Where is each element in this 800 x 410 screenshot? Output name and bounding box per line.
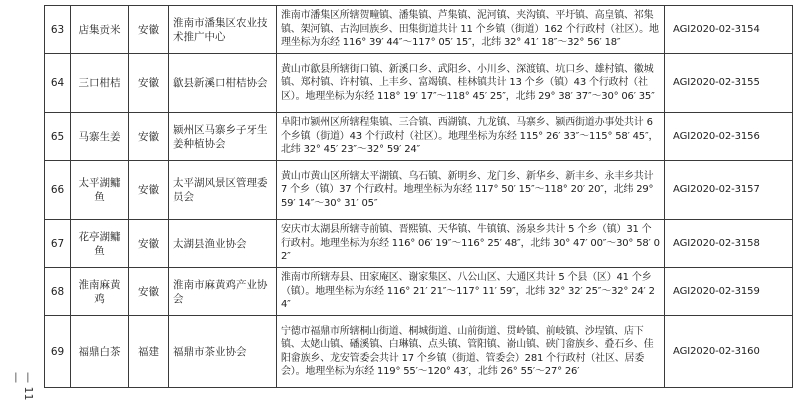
table-row [45, 6, 793, 54]
product-name-cell: 淮南麻黄鸡 [71, 268, 129, 316]
row-number-cell: 64 [45, 54, 71, 113]
row-number-cell: 68 [45, 268, 71, 316]
document-page [44, 5, 792, 388]
province-cell: 安徽 [129, 220, 169, 268]
table-row [45, 316, 793, 388]
protected-area-cell: 宁德市福鼎市所辖桐山街道、桐城街道、山前街道、贯岭镇、前岐镇、沙埕镇、店下镇、太姥山镇、磻溪镇、白琳镇、点头镇、管阳镇、嵛山镇、硖门畲族乡、叠石乡、佳阳畲族乡、龙安管委会共计 17 个乡镇（街道、管委会）281 个行政村（社区、居委会）。地理坐标为东经 119° 55′～120° 43′，北纬 26° 55′～27° 26′ [277, 316, 665, 388]
row-number-cell: 65 [45, 113, 71, 161]
table-row [45, 113, 793, 161]
page-number: — 11 — [10, 372, 35, 401]
table-row [45, 161, 793, 220]
province-cell: 安徽 [129, 113, 169, 161]
applicant-org-cell: 太平湖风景区管理委员会 [169, 161, 277, 220]
product-name-cell: 太平湖鳙鱼 [71, 161, 129, 220]
protected-area-cell: 淮南市潘集区所辖贺疃镇、潘集镇、芦集镇、泥河镇、夹沟镇、平圩镇、高皇镇、祁集镇、架河镇、古沟回族乡、田集街道共计 11 个乡镇（街道）162 个行政村（社区）。地理坐标为东经 116° 39′ 44″～117° 05′ 15″，北纬 32° 41′ 18″～32° 56′ 18″ [277, 6, 665, 54]
protected-area-cell: 黄山市黄山区所辖太平湖镇、乌石镇、新明乡、龙门乡、新华乡、新丰乡、永丰乡共计 7 个乡（镇）37 个行政村。地理坐标为东经 117° 50′ 15″～118° 20′ 20″，北纬 29° 59′ 14″～30° 31′ 05″ [277, 161, 665, 220]
table-row [45, 268, 793, 316]
row-number-cell: 66 [45, 161, 71, 220]
registration-code-cell: AGI2020-02-3160 [665, 316, 793, 388]
row-number-cell: 69 [45, 316, 71, 388]
registration-code-cell: AGI2020-02-3156 [665, 113, 793, 161]
table-body [45, 6, 793, 388]
applicant-org-cell: 淮南市潘集区农业技术推广中心 [169, 6, 277, 54]
product-name-cell: 马寨生姜 [71, 113, 129, 161]
product-name-cell: 店集贡米 [71, 6, 129, 54]
protected-area-cell: 阜阳市颍州区所辖程集镇、三合镇、西湖镇、九龙镇、马寨乡、颍西街道办事处共计 6 个乡镇（街道）43 个行政村（社区）。地理坐标为东经 115° 26′ 33″～115° 58′ 45″，北纬 32° 45′ 23″～32° 59′ 24″ [277, 113, 665, 161]
registration-code-cell: AGI2020-02-3154 [665, 6, 793, 54]
table-row [45, 54, 793, 113]
province-cell: 安徽 [129, 161, 169, 220]
applicant-org-cell: 福鼎市茶业协会 [169, 316, 277, 388]
province-cell: 福建 [129, 316, 169, 388]
protected-area-cell: 淮南市所辖寿县、田家庵区、谢家集区、八公山区、大通区共计 5 个县（区）41 个乡（镇）。地理坐标为东经 116° 21′ 21″～117° 11′ 59″，北纬 32° 32′ 25″～32° 24′ 24″ [277, 268, 665, 316]
registration-code-cell: AGI2020-02-3159 [665, 268, 793, 316]
registration-code-cell: AGI2020-02-3155 [665, 54, 793, 113]
table-row [45, 220, 793, 268]
product-name-cell: 三口柑桔 [71, 54, 129, 113]
province-cell: 安徽 [129, 6, 169, 54]
protected-area-cell: 黄山市歙县所辖街口镇、新溪口乡、武阳乡、小川乡、深渡镇、坑口乡、雄村镇、徽城镇、郑村镇、许村镇、上丰乡、富竭镇、桂林镇共计 13 个乡（镇）43 个行政村（社区）。地理坐标为东经 118° 19′ 17″～118° 45′ 25″，北纬 29° 38′ 37″～30° 06′ 35″ [277, 54, 665, 113]
protected-area-cell: 安庆市太湖县所辖寺前镇、晋熙镇、天华镇、牛镇镇、汤泉乡共计 5 个乡（镇）31 个行政村。地理坐标为东经 116° 06′ 19″～116° 25′ 48″，北纬 30° 47′ 00″～30° 58′ 02″ [277, 220, 665, 268]
row-number-cell: 67 [45, 220, 71, 268]
applicant-org-cell: 颍州区马寨乡子牙生姜种植协会 [169, 113, 277, 161]
applicant-org-cell: 太湖县渔业协会 [169, 220, 277, 268]
province-cell: 安徽 [129, 54, 169, 113]
product-name-cell: 福鼎白茶 [71, 316, 129, 388]
applicant-org-cell: 淮南市麻黄鸡产业协会 [169, 268, 277, 316]
row-number-cell: 63 [45, 6, 71, 54]
product-name-cell: 花亭湖鳙鱼 [71, 220, 129, 268]
applicant-org-cell: 歙县新溪口柑桔协会 [169, 54, 277, 113]
registration-code-cell: AGI2020-02-3157 [665, 161, 793, 220]
registry-table [44, 5, 793, 388]
registration-code-cell: AGI2020-02-3158 [665, 220, 793, 268]
province-cell: 安徽 [129, 268, 169, 316]
